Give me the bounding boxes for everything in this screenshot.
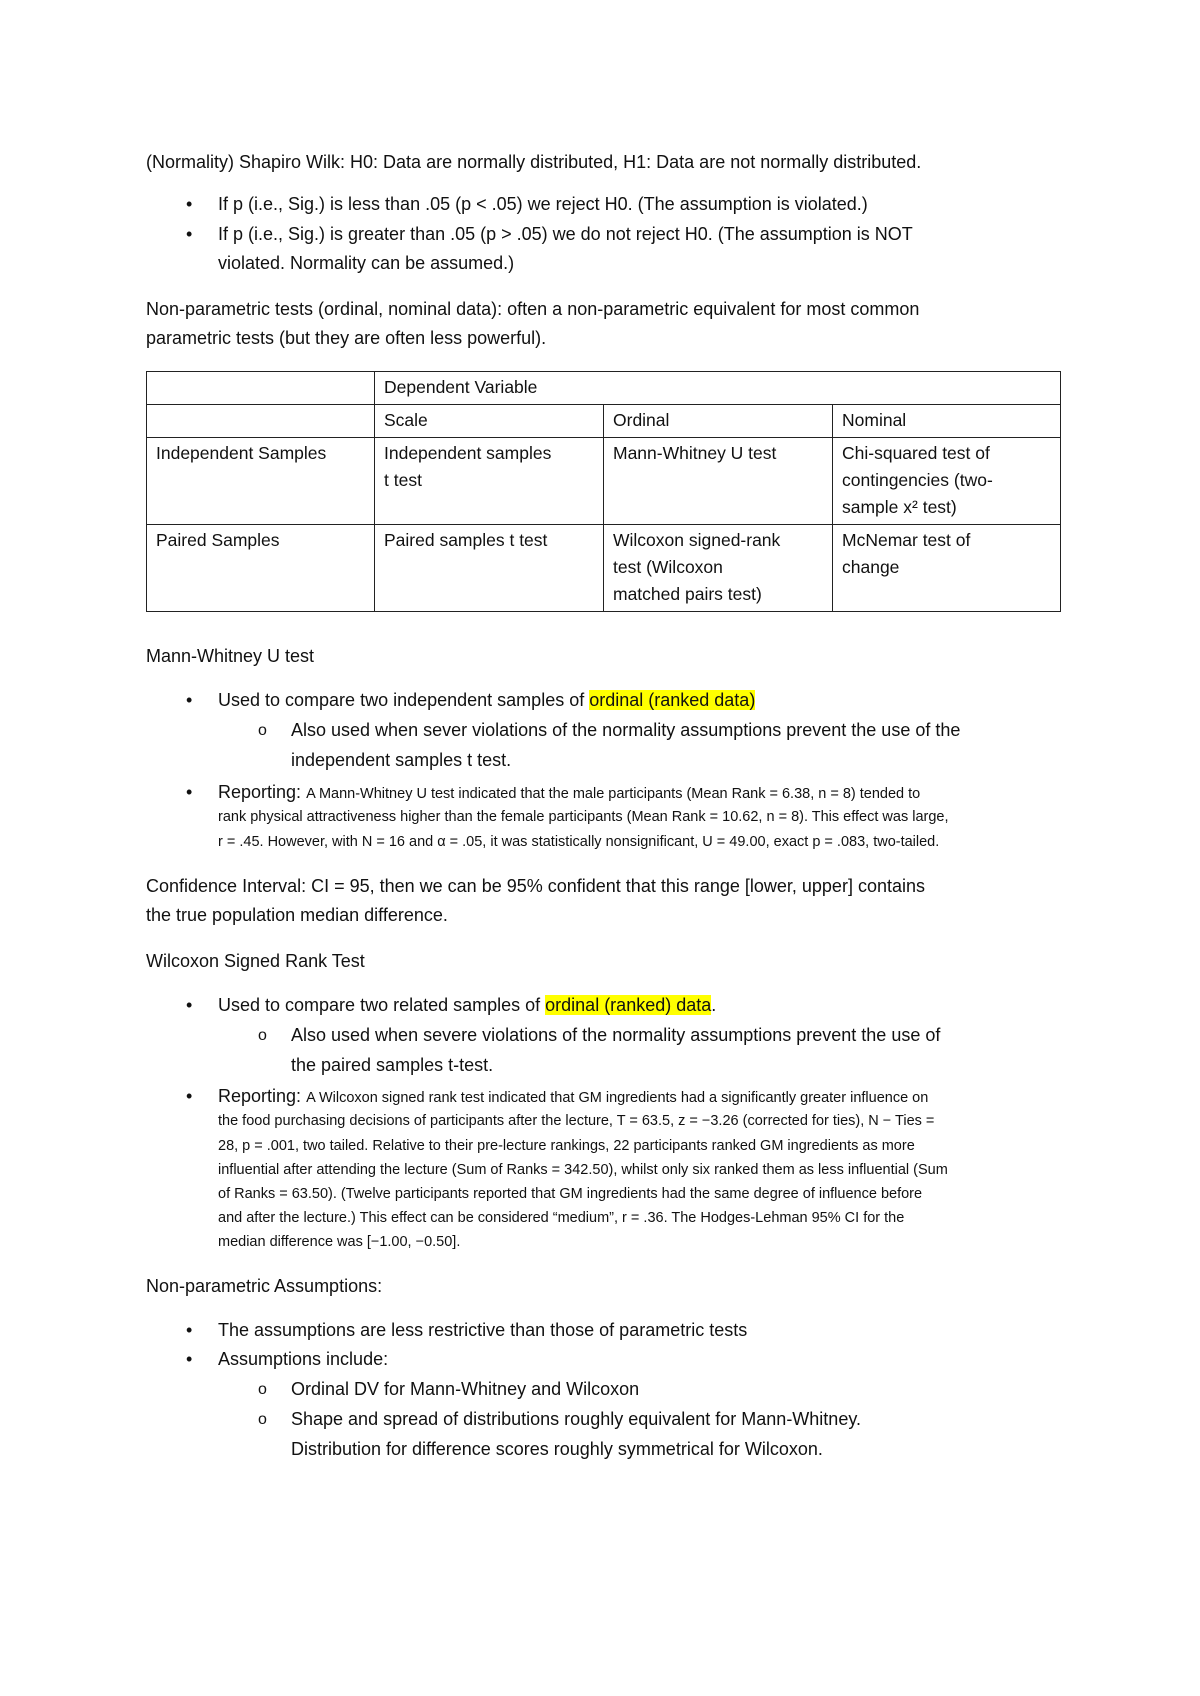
wilcoxon-reporting-line-7: median difference was [−1.00, −0.50]. <box>218 1234 461 1250</box>
cell-line: contingencies (two- <box>842 470 993 490</box>
cell-line: change <box>842 557 900 577</box>
cell-line: Wilcoxon signed-rank <box>613 530 781 550</box>
reporting-label: Reporting: <box>218 1086 307 1106</box>
cell-line: matched pairs test) <box>613 584 762 604</box>
table-row <box>147 438 1061 525</box>
cell-line: Paired samples t test <box>384 530 548 550</box>
nonparam-intro-line-1: Non-parametric tests (ordinal, nominal data): often a non-parametric equivalent for most common <box>146 299 920 319</box>
cell-line: test (Wilcoxon <box>613 557 723 577</box>
table-col-header: Nominal <box>833 405 1061 438</box>
bullet-text: If p (i.e., Sig.) is less than .05 (p < .05) we reject H0. (The assumption is violated.) <box>218 194 868 214</box>
highlighted-text: ordinal (ranked) data <box>545 995 712 1015</box>
table-col-header: Scale <box>375 405 604 438</box>
reporting-text: A Wilcoxon signed rank test indicated that GM ingredients had a significantly greater influence on <box>306 1090 929 1106</box>
ci-line-2: the true population median difference. <box>146 905 448 925</box>
wilcoxon-reporting-line-3: 28, p = .001, two tailed. Relative to their pre-lecture rankings, 22 participants ranked GM ingredients as more <box>218 1138 915 1154</box>
mann-bullet-1 <box>218 686 755 715</box>
bullet-text-continued: violated. Normality can be assumed.) <box>218 253 515 273</box>
cell-line: Chi-squared test of <box>842 443 990 463</box>
wilcoxon-reporting-line-1 <box>218 1084 928 1110</box>
wilcoxon-heading: Wilcoxon Signed Rank Test <box>146 951 365 971</box>
wilcoxon-bullet-1 <box>218 991 716 1020</box>
assumptions-sub-bullet-2-line-2: Distribution for difference scores roughly symmetrical for Wilcoxon. <box>291 1439 823 1459</box>
table-row <box>147 525 1061 612</box>
wilcoxon-reporting-line-2: the food purchasing decisions of participants after the lecture, T = 63.5, z = −3.26 (corrected for ties), N − Ties = <box>218 1113 935 1129</box>
mann-sub-bullet-line-2: independent samples t test. <box>291 750 512 770</box>
bullet-icon: • <box>186 690 193 710</box>
bullet-icon: • <box>186 1086 193 1106</box>
reporting-text: A Mann-Whitney U test indicated that the male participants (Mean Rank = 6.38, n = 8) tended to <box>306 786 921 802</box>
nonparam-intro-line-2: parametric tests (but they are often less powerful). <box>146 328 547 348</box>
bullet-icon: • <box>186 1320 193 1340</box>
table-cell <box>604 525 833 612</box>
cell-line: Mann-Whitney U test <box>613 443 777 463</box>
cell-line: t test <box>384 470 422 490</box>
table-empty-cell <box>147 372 375 405</box>
table-row-label: Independent Samples <box>147 438 375 525</box>
wilcoxon-reporting-line-6: and after the lecture.) This effect can be considered “medium”, r = .36. The Hodges-Lehman 95% CI for the <box>218 1210 905 1226</box>
table-header-group: Dependent Variable <box>375 372 1061 405</box>
table-cell <box>833 525 1061 612</box>
table-col-header: Ordinal <box>604 405 833 438</box>
reporting-label: Reporting: <box>218 782 307 802</box>
table-header-row-group <box>147 372 1061 405</box>
table-empty-cell <box>147 405 375 438</box>
cell-line: sample x² test) <box>842 497 957 517</box>
bullet-text: If p (i.e., Sig.) is greater than .05 (p > .05) we do not reject H0. (The assumption is NOT <box>218 224 913 244</box>
table-cell <box>604 438 833 525</box>
wilcoxon-reporting-line-5: of Ranks = 63.50). (Twelve participants reported that GM ingredients had the same degree of influence before <box>218 1186 923 1202</box>
assumptions-sub-bullet-2-line-1: Shape and spread of distributions roughly equivalent for Mann-Whitney. <box>291 1409 861 1429</box>
bullet-icon: • <box>186 194 193 214</box>
table-cell <box>375 438 604 525</box>
assumptions-bullet-2: Assumptions include: <box>218 1349 389 1369</box>
mann-reporting-line-1 <box>218 780 920 806</box>
cell-line: Independent samples <box>384 443 552 463</box>
bullet-icon: • <box>186 995 193 1015</box>
normality-line: (Normality) Shapiro Wilk: H0: Data are normally distributed, H1: Data are not normally distributed. <box>146 152 922 172</box>
bullet-icon: • <box>186 1349 193 1369</box>
table-cell <box>833 438 1061 525</box>
table-cell <box>375 525 604 612</box>
wilcoxon-sub-bullet-line-2: the paired samples t-test. <box>291 1055 494 1075</box>
wilcoxon-sub-bullet-line-1: Also used when severe violations of the normality assumptions prevent the use of <box>291 1025 941 1045</box>
mann-sub-bullet-line-1: Also used when sever violations of the normality assumptions prevent the use of the <box>291 720 961 740</box>
assumptions-bullet-1: The assumptions are less restrictive than those of parametric tests <box>218 1320 748 1340</box>
sub-bullet-icon: o <box>258 1381 267 1398</box>
bullet-text: Used to compare two related samples of <box>218 995 546 1015</box>
wilcoxon-reporting-line-4: influential after attending the lecture (Sum of Ranks = 342.50), whilst only six ranked them as less influential (Sum <box>218 1162 948 1178</box>
bullet-icon: • <box>186 224 193 244</box>
sub-bullet-icon: o <box>258 722 267 739</box>
mann-whitney-heading: Mann-Whitney U test <box>146 646 315 666</box>
assumptions-heading: Non-parametric Assumptions: <box>146 1276 383 1296</box>
sub-bullet-icon: o <box>258 1411 267 1428</box>
tests-table <box>146 371 1061 612</box>
bullet-icon: • <box>186 782 193 802</box>
highlighted-text: ordinal (ranked data) <box>589 690 756 710</box>
ci-line-1: Confidence Interval: CI = 95, then we can be 95% confident that this range [lower, upper] contains <box>146 876 925 896</box>
bullet-text: Used to compare two independent samples of <box>218 690 590 710</box>
cell-line: McNemar test of <box>842 530 971 550</box>
sub-bullet-icon: o <box>258 1027 267 1044</box>
table-header-row <box>147 405 1061 438</box>
mann-reporting-line-3: r = .45. However, with N = 16 and α = .05, it was statistically nonsignificant, U = 49.00, exact p = .083, two-tailed. <box>218 834 940 850</box>
assumptions-sub-bullet-1: Ordinal DV for Mann-Whitney and Wilcoxon <box>291 1379 640 1399</box>
table-row-label: Paired Samples <box>147 525 375 612</box>
mann-reporting-line-2: rank physical attractiveness higher than the female participants (Mean Rank = 10.62, n = 8). This effect was large, <box>218 809 949 825</box>
bullet-text: . <box>711 995 717 1015</box>
